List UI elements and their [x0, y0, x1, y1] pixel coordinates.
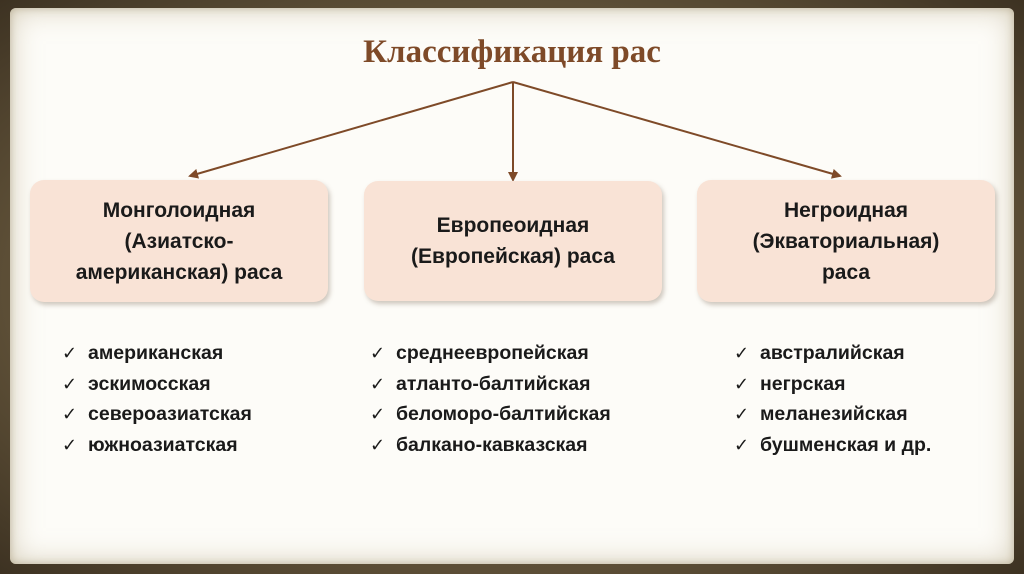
box-line: раса [821, 260, 871, 284]
check-icon: ✓ [370, 343, 386, 364]
diagram-title: Классификация рас [363, 34, 661, 70]
check-icon: ✓ [734, 434, 750, 456]
check-icon: ✓ [734, 404, 750, 425]
list-item: ✓ среднеевропейская [370, 338, 611, 369]
list-item: ✓ негрская [734, 369, 931, 400]
box-line: Негроидная [783, 198, 909, 222]
subrace-list-negroid [734, 338, 931, 460]
list-item: ✓ балкано-кавказская [370, 430, 611, 461]
subrace-list-mongoloid [62, 338, 252, 460]
check-icon: ✓ [62, 373, 78, 395]
check-icon: ✓ [62, 434, 78, 456]
list-item: ✓ американская [62, 338, 252, 369]
box-line: (Азиатско- [124, 229, 234, 253]
check-icon: ✓ [734, 373, 750, 395]
list-item: ✓ бушменская и др. [734, 430, 931, 461]
list-item: ✓ эскимосская [62, 369, 252, 400]
arrow-left [190, 82, 513, 176]
list-item: ✓ беломоро-балтийская [370, 399, 611, 430]
box-line: Монголоидная [102, 198, 256, 222]
check-icon: ✓ [370, 404, 386, 425]
box-line: американская) раса [75, 260, 283, 284]
race-box-mongoloid [30, 180, 328, 302]
arrow-right [513, 82, 840, 176]
check-icon: ✓ [62, 404, 78, 425]
box-line: Европеоидная [436, 214, 590, 237]
subrace-list-europeoid [370, 338, 611, 460]
box-line: (Европейская) раса [411, 245, 615, 268]
check-icon: ✓ [370, 373, 386, 395]
check-icon: ✓ [62, 343, 78, 364]
list-item: ✓ атланто-балтийская [370, 369, 611, 400]
list-item: ✓ южноазиатская [62, 430, 252, 461]
list-item: ✓ североазиатская [62, 399, 252, 430]
slide [10, 8, 1014, 564]
list-item: ✓ меланезийская [734, 399, 931, 430]
race-box-negroid [697, 180, 995, 302]
race-box-europeoid [364, 181, 662, 301]
box-line: (Экваториальная) [752, 229, 940, 253]
check-icon: ✓ [370, 434, 386, 456]
list-item: ✓ австралийская [734, 338, 931, 369]
check-icon: ✓ [734, 343, 750, 364]
